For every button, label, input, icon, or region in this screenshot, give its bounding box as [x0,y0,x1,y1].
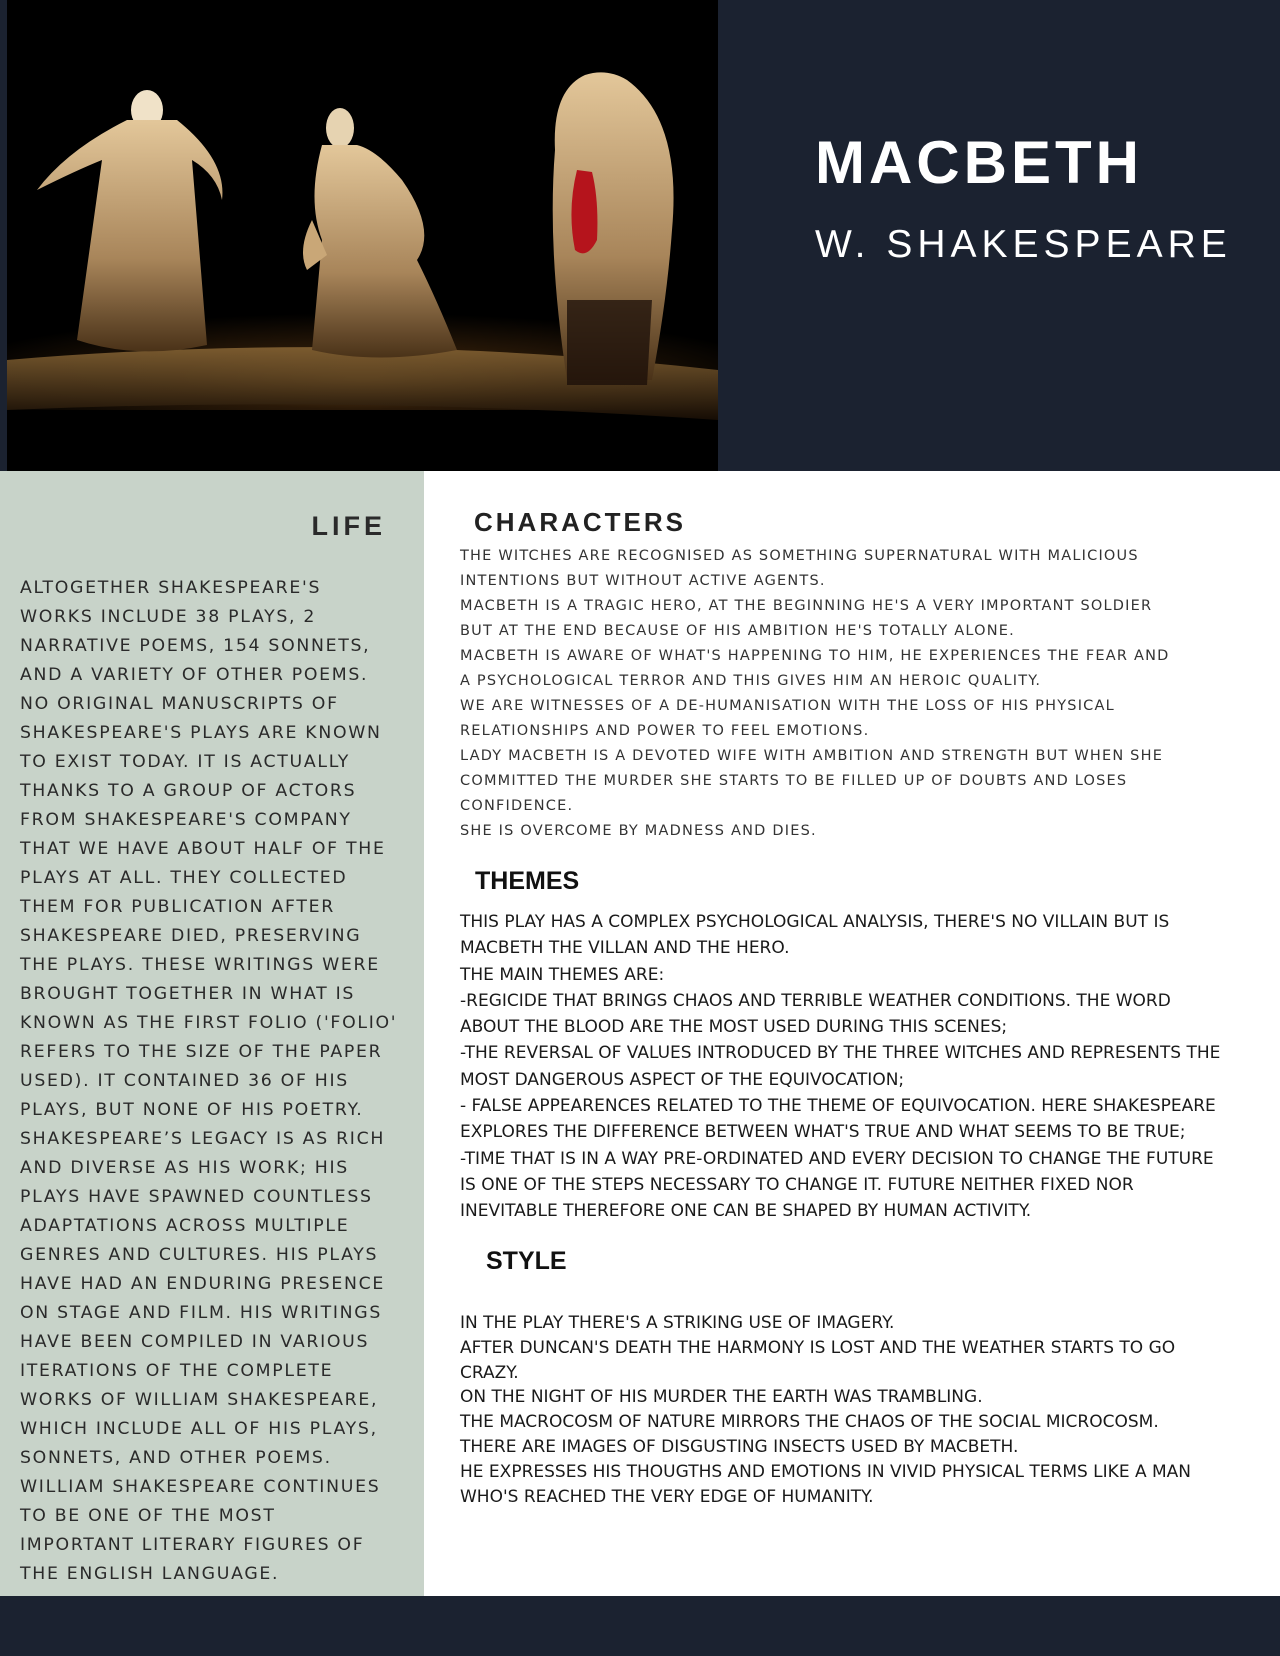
text-line: WHICH INCLUDE ALL OF HIS PLAYS, [20,1419,378,1439]
text-line: WORKS INCLUDE 38 PLAYS, 2 [20,607,317,627]
play-title: MACBETH [815,129,1143,196]
style-heading: STYLE [486,1247,567,1275]
text-line: IS ONE OF THE STEPS NECESSARY TO CHANGE IT. FUTURE NEITHER FIXED NOR [460,1174,1134,1195]
text-line: THIS PLAY HAS A COMPLEX PSYCHOLOGICAL ANALYSIS, THERE'S NO VILLAIN BUT IS [460,912,1170,932]
text-line: THERE ARE IMAGES OF DISGUSTING INSECTS USED BY MACBETH. [460,1436,1019,1457]
text-line: EXPLORES THE DIFFERENCE BETWEEN WHAT'S TRUE AND WHAT SEEMS TO BE TRUE; [460,1122,1186,1143]
text-line: SHAKESPEARE DIED, PRESERVING [20,926,362,946]
text-line: FROM SHAKESPEARE'S COMPANY [20,810,352,830]
text-line: -TIME THAT IS IN A WAY PRE-ORDINATED AND EVERY DECISION TO CHANGE THE FUTURE [460,1148,1214,1169]
text-line: WHO'S REACHED THE VERY EDGE OF HUMANITY. [460,1486,874,1507]
author-name: W. SHAKESPEARE [815,223,1232,266]
witches-stage-image [7,0,718,471]
themes-heading: THEMES [475,867,580,895]
text-line: CRAZY. [460,1362,519,1383]
text-line: HAVE HAD AN ENDURING PRESENCE [20,1274,385,1294]
text-line: - FALSE APPEARENCES RELATED TO THE THEME OF EQUIVOCATION. HERE SHAKESPEARE [460,1096,1216,1117]
text-line: THE WITCHES ARE RECOGNISED AS SOMETHING SUPERNATURAL WITH MALICIOUS [460,548,1139,564]
text-line: AFTER DUNCAN'S DEATH THE HARMONY IS LOST AND THE WEATHER STARTS TO GO [460,1337,1176,1358]
text-line: THEM FOR PUBLICATION AFTER [20,897,335,917]
characters-heading: CHARACTERS [474,507,686,537]
text-line: SHAKESPEARE’S LEGACY IS AS RICH [20,1129,386,1149]
text-line: USED). IT CONTAINED 36 OF HIS [20,1071,349,1091]
text-line: TO BE ONE OF THE MOST [20,1506,276,1526]
header-banner [0,0,1280,471]
text-line: NO ORIGINAL MANUSCRIPTS OF [20,694,339,714]
text-line: MACBETH THE VILLAN AND THE HERO. [460,938,790,959]
text-line: SONNETS, AND OTHER POEMS. [20,1448,332,1468]
characters-text [460,544,1260,844]
life-heading: LIFE [311,511,386,541]
text-line: THANKS TO A GROUP OF ACTORS [20,781,357,801]
text-line: WE ARE WITNESSES OF A DE-HUMANISATION WITH THE LOSS OF HIS PHYSICAL [460,698,1115,714]
text-line: THE PLAYS. THESE WRITINGS WERE [20,955,380,975]
main-content [424,471,1280,1596]
text-line: WILLIAM SHAKESPEARE CONTINUES [20,1477,381,1497]
text-line: INTENTIONS BUT WITHOUT ACTIVE AGENTS. [460,573,826,589]
text-line: IMPORTANT LITERARY FIGURES OF [20,1535,365,1555]
text-line: PLAYS AT ALL. THEY COLLECTED [20,868,348,888]
text-line: SHE IS OVERCOME BY MADNESS AND DIES. [460,823,817,839]
text-line: RELATIONSHIPS AND POWER TO FEEL EMOTIONS. [460,723,870,739]
text-line: HE EXPRESSES HIS THOUGTHS AND EMOTIONS IN VIVID PHYSICAL TERMS LIKE A MAN [460,1461,1192,1482]
text-line: WORKS OF WILLIAM SHAKESPEARE, [20,1390,379,1410]
text-line: TO EXIST TODAY. IT IS ACTUALLY [20,752,351,772]
text-line: PLAYS, BUT NONE OF HIS POETRY. [20,1100,364,1120]
text-line: CONFIDENCE. [460,798,574,814]
text-line: MACBETH IS AWARE OF WHAT'S HAPPENING TO HIM, HE EXPERIENCES THE FEAR AND [460,648,1170,664]
text-line: ADAPTATIONS ACROSS MULTIPLE [20,1216,350,1236]
text-line: ON THE NIGHT OF HIS MURDER THE EARTH WAS TRAMBLING. [460,1387,983,1408]
footer-bar [0,1596,1280,1656]
text-line: AND DIVERSE AS HIS WORK; HIS [20,1158,349,1178]
text-line: THE ENGLISH LANGUAGE. [20,1564,280,1584]
text-line: A PSYCHOLOGICAL TERROR AND THIS GIVES HIM AN HEROIC QUALITY. [460,673,1042,689]
stage-photo [7,0,718,471]
text-line: THE MAIN THEMES ARE: [460,964,665,985]
text-line: PLAYS HAVE SPAWNED COUNTLESS [20,1187,373,1207]
title-block [815,128,1232,268]
text-line: ON STAGE AND FILM. HIS WRITINGS [20,1303,383,1323]
text-line: THE MACROCOSM OF NATURE MIRRORS THE CHAOS OF THE SOCIAL MICROCOSM. [460,1412,1159,1433]
text-line: -THE REVERSAL OF VALUES INTRODUCED BY THE THREE WITCHES AND REPRESENTS THE [460,1043,1221,1064]
text-line: LADY MACBETH IS A DEVOTED WIFE WITH AMBITION AND STRENGTH BUT WHEN SHE [460,748,1164,764]
text-line: THAT WE HAVE ABOUT HALF OF THE [20,839,386,859]
life-text [20,574,415,1589]
witch-right-figure [553,72,674,385]
style-text [460,1311,1270,1509]
text-line: COMMITTED THE MURDER SHE STARTS TO BE FILLED UP OF DOUBTS AND LOSES [460,773,1128,789]
themes-text [460,909,1270,1225]
text-line: GENRES AND CULTURES. HIS PLAYS [20,1245,379,1265]
text-line: REFERS TO THE SIZE OF THE PAPER [20,1042,383,1062]
text-line: MACBETH IS A TRAGIC HERO, AT THE BEGINNING HE'S A VERY IMPORTANT SOLDIER [460,598,1153,614]
text-line: SHAKESPEARE'S PLAYS ARE KNOWN [20,723,382,743]
text-line: ITERATIONS OF THE COMPLETE [20,1361,334,1381]
text-line: MOST DANGEROUS ASPECT OF THE EQUIVOCATION; [460,1069,905,1090]
text-line: KNOWN AS THE FIRST FOLIO ('FOLIO' [20,1013,398,1033]
text-line: AND A VARIETY OF OTHER POEMS. [20,665,369,685]
text-line: ABOUT THE BLOOD ARE THE MOST USED DURING THIS SCENES; [460,1017,1008,1038]
text-line: INEVITABLE THEREFORE ONE CAN BE SHAPED BY HUMAN ACTIVITY. [460,1201,1032,1222]
text-line: BROUGHT TOGETHER IN WHAT IS [20,984,356,1004]
text-line: NARRATIVE POEMS, 154 SONNETS, [20,636,371,656]
text-line: IN THE PLAY THERE'S A STRIKING USE OF IMAGERY. [460,1313,895,1333]
life-sidebar [0,471,424,1596]
text-line: ALTOGETHER SHAKESPEARE'S [20,578,322,598]
text-line: BUT AT THE END BECAUSE OF HIS AMBITION HE'S TOTALLY ALONE. [460,623,1015,639]
text-line: HAVE BEEN COMPILED IN VARIOUS [20,1332,370,1352]
text-line: -REGICIDE THAT BRINGS CHAOS AND TERRIBLE WEATHER CONDITIONS. THE WORD [460,990,1171,1011]
